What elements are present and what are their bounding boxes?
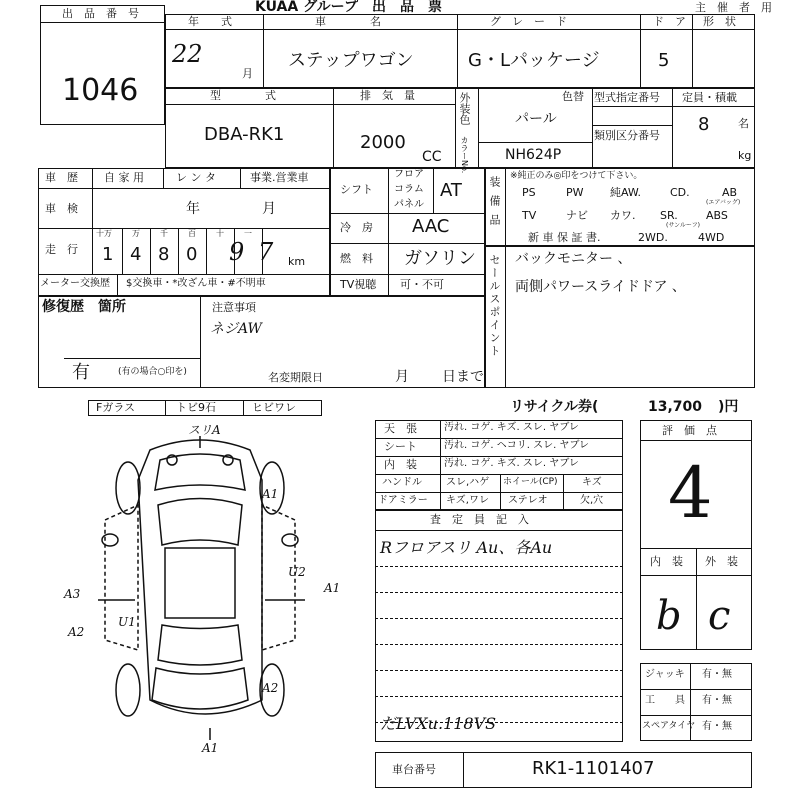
rating-score: 4 — [668, 452, 713, 534]
exterior-rating-label: 外 装 — [705, 555, 738, 568]
damage-mark: スリA — [188, 423, 221, 437]
owner-label: 主 催 者 用 — [695, 1, 772, 14]
body-type-label: 形 状 — [703, 15, 736, 28]
sales-point-line: バックモニター 、 — [515, 251, 632, 267]
car-windshield — [158, 499, 242, 546]
damage-mark: A3 — [64, 587, 81, 601]
equip-navi: ナビ — [566, 209, 588, 222]
spare-tire-label: スペアタイヤ — [642, 721, 696, 731]
equip-sr: SR. — [660, 209, 678, 222]
shift-column: コラム — [394, 184, 424, 195]
equip-cd: CD. — [670, 186, 690, 199]
shift-value: AT — [440, 180, 462, 201]
repair-note: (有の場合○印を) — [118, 367, 187, 377]
glass-front: Fガラス — [96, 401, 135, 414]
mileage-label: 走 行 — [45, 243, 78, 256]
mileage-digit: 4 — [130, 244, 142, 265]
doors-value: 5 — [658, 50, 670, 71]
handle-a: スレ,ハゲ — [446, 477, 490, 488]
chassis-label: 車台番号 — [392, 763, 436, 776]
tv-options: 可・不可 — [400, 278, 444, 291]
fuel-label: 燃 料 — [340, 252, 373, 265]
mileage-unit-label: 十万 — [96, 229, 112, 238]
jack-label: ジャッキ — [645, 669, 685, 680]
car-hood — [155, 454, 245, 490]
car-rear-window — [158, 625, 242, 665]
wheel-rear-left — [116, 664, 140, 716]
name-change-day: 日まで — [442, 369, 484, 385]
seat-options: 汚れ. コゲ. ヘコリ. スレ. ヤブレ — [444, 440, 590, 451]
damage-mark: A1 — [324, 581, 341, 595]
mileage-unit-label: 千 — [160, 229, 168, 238]
capacity-label: 定員・積載 — [682, 91, 737, 104]
mirror-a: キズ,ワレ — [446, 495, 489, 506]
caution-value: ネジAW — [210, 321, 262, 337]
shift-panel: パネル — [394, 199, 424, 210]
mirror-b: ステレオ — [508, 495, 548, 506]
sales-points-label: セールスポイント — [488, 254, 501, 358]
mileage-digit: 7 — [258, 238, 274, 266]
capacity-value: 8 — [698, 114, 710, 135]
tv-label: TV視聴 — [340, 278, 377, 291]
exterior-color-label: 外装色 — [458, 92, 471, 125]
damage-mark: A1 — [202, 741, 219, 755]
exterior-rating-value: c — [708, 593, 731, 639]
load-unit: kg — [738, 149, 752, 162]
tools-value: 有・無 — [702, 695, 732, 706]
equip-tv: TV — [522, 209, 537, 222]
mileage-unit-label: 百 — [188, 229, 196, 238]
repair-value: 有 — [72, 362, 90, 383]
mileage-digit: 0 — [186, 244, 198, 265]
glass-crack: ヒビワレ — [252, 401, 296, 414]
car-name-label: 車 名 — [315, 15, 381, 28]
equip-leather: カワ. — [610, 209, 636, 222]
displacement-value: 2000 — [360, 132, 406, 153]
spare-tire-value: 有・無 — [702, 721, 732, 732]
grade-value: G・Lパッケージ — [468, 50, 600, 71]
displacement-unit: CC — [422, 149, 442, 165]
color-no-label: カラーNo. — [460, 136, 469, 174]
inspection-year-label: 年 — [186, 201, 200, 217]
equip-ab: AB — [722, 186, 738, 199]
damage-mark: U1 — [118, 615, 136, 629]
name-change-label: 名変期限日 — [268, 371, 323, 384]
car-roof — [165, 548, 235, 618]
mirror-c: 欠,穴 — [580, 495, 604, 506]
inspector-note-line: だLVXu.118VS — [380, 714, 497, 733]
car-name-value: ステップワゴン — [288, 50, 414, 71]
interior-rating-label: 内 装 — [650, 555, 683, 568]
equipment-note: ※純正のみ◎印をつけて下さい。 — [510, 171, 643, 181]
model-label: 型 式 — [210, 89, 276, 102]
equip-ps: PS — [522, 186, 536, 199]
glass-chip: トビ9石 — [176, 401, 216, 414]
inspection-month-label: 月 — [262, 201, 276, 217]
year-label: 年 式 — [188, 15, 232, 28]
interior-rating-value: b — [656, 593, 682, 639]
recycle-unit: )円 — [718, 399, 739, 415]
equip-warranty: 新 車 保 証 書. — [528, 231, 601, 244]
displacement-label: 排 気 量 — [360, 89, 415, 102]
usage-rental: レ ン タ — [176, 171, 216, 184]
usage-commercial: 事業.営業車 — [250, 171, 309, 184]
inspection-label: 車 検 — [45, 202, 78, 215]
equip-pw: PW — [566, 186, 584, 199]
mileage-unit: km — [288, 255, 306, 268]
sales-point-line: 両側パワースライドドア 、 — [515, 279, 686, 295]
mileage-unit-label: 一 — [244, 229, 252, 238]
ceiling-options: 汚れ. コゲ. キズ. スレ. ヤブレ — [444, 422, 579, 433]
color-code-value: NH624P — [505, 147, 562, 163]
mileage-unit-label: 万 — [132, 229, 140, 238]
jack-value: 有・無 — [702, 669, 732, 680]
handle-c: キズ — [582, 477, 602, 488]
shift-floor: フロア — [394, 169, 424, 180]
usage-private: 自 家 用 — [104, 171, 144, 184]
equip-2wd: 2WD. — [638, 231, 668, 244]
interior-options: 汚れ. コゲ. キズ. スレ. ヤブレ — [444, 458, 579, 469]
repair-label: 修復歴 箇所 — [42, 299, 126, 315]
equip-sr-sub: (サンルーフ) — [666, 222, 700, 229]
interior-label: 内 装 — [384, 458, 417, 471]
mileage-digit: 1 — [102, 244, 114, 265]
handle-label: ハンドル — [382, 477, 422, 488]
shift-label: シフト — [340, 183, 373, 196]
ceiling-label: 天 張 — [384, 422, 417, 435]
model-value: DBA-RK1 — [204, 124, 285, 145]
usage-label: 車 歴 — [45, 171, 78, 184]
damage-mark: A2 — [68, 625, 85, 639]
wheel-front-left — [116, 462, 140, 514]
damage-mark: U2 — [288, 565, 306, 579]
aircon-label: 冷 房 — [340, 221, 373, 234]
grade-label: グ レ ー ド — [490, 15, 567, 28]
fuel-value: ガソリン — [404, 248, 476, 269]
aircon-value: AAC — [412, 216, 450, 237]
mileage-unit-label: 十 — [216, 229, 224, 238]
inspector-note-line: Rフロアスリ Au、各Au — [380, 538, 553, 557]
recycle-value: 13,700 — [648, 399, 703, 415]
meter-legend: $交換車・*改ざん車・#不明車 — [126, 278, 266, 289]
capacity-unit: 名 — [738, 117, 749, 130]
lot-number: 1046 — [62, 73, 139, 108]
chassis-value: RK1-1101407 — [532, 758, 655, 779]
handle-b: ホイール(CP) — [503, 477, 558, 487]
meter-exchange-label: メーター交換歴 — [40, 278, 110, 289]
equipment-label: 装備品 — [488, 176, 501, 233]
repaint-label: 色替 — [562, 90, 584, 103]
damage-mark: A1 — [262, 487, 279, 501]
lot-label: 出 品 番 号 — [62, 7, 139, 20]
mileage-digit: 9 — [229, 238, 245, 266]
type-category-label: 類別区分番号 — [594, 129, 660, 142]
exterior-color-value: パール — [515, 111, 557, 127]
doors-label: ド ア — [653, 15, 686, 28]
equip-4wd: 4WD — [698, 231, 725, 244]
damage-mark: A2 — [262, 681, 279, 695]
name-change-month: 月 — [395, 369, 409, 385]
equip-ab-sub: (エアバッグ) — [706, 199, 741, 206]
car-rear-hatch — [152, 668, 248, 709]
tools-label: 工 具 — [645, 695, 685, 706]
type-spec-label: 型式指定番号 — [594, 91, 660, 104]
equip-aw: 純AW. — [610, 186, 642, 199]
rating-label: 評 価 点 — [662, 424, 717, 437]
recycle-label: リサイクル券( — [510, 399, 599, 415]
caution-label: 注意事項 — [212, 301, 256, 314]
seat-label: シート — [384, 440, 417, 453]
year-value: 22 — [172, 40, 203, 68]
mirror-label: ドアミラー — [378, 495, 428, 506]
inspector-label: 査 定 員 記 入 — [430, 513, 529, 526]
auction-title: KUAA グループ 出 品 票 — [255, 0, 442, 15]
equip-abs: ABS — [706, 209, 728, 222]
mileage-digit: 8 — [158, 244, 170, 265]
year-month-label: 月 — [242, 67, 253, 80]
